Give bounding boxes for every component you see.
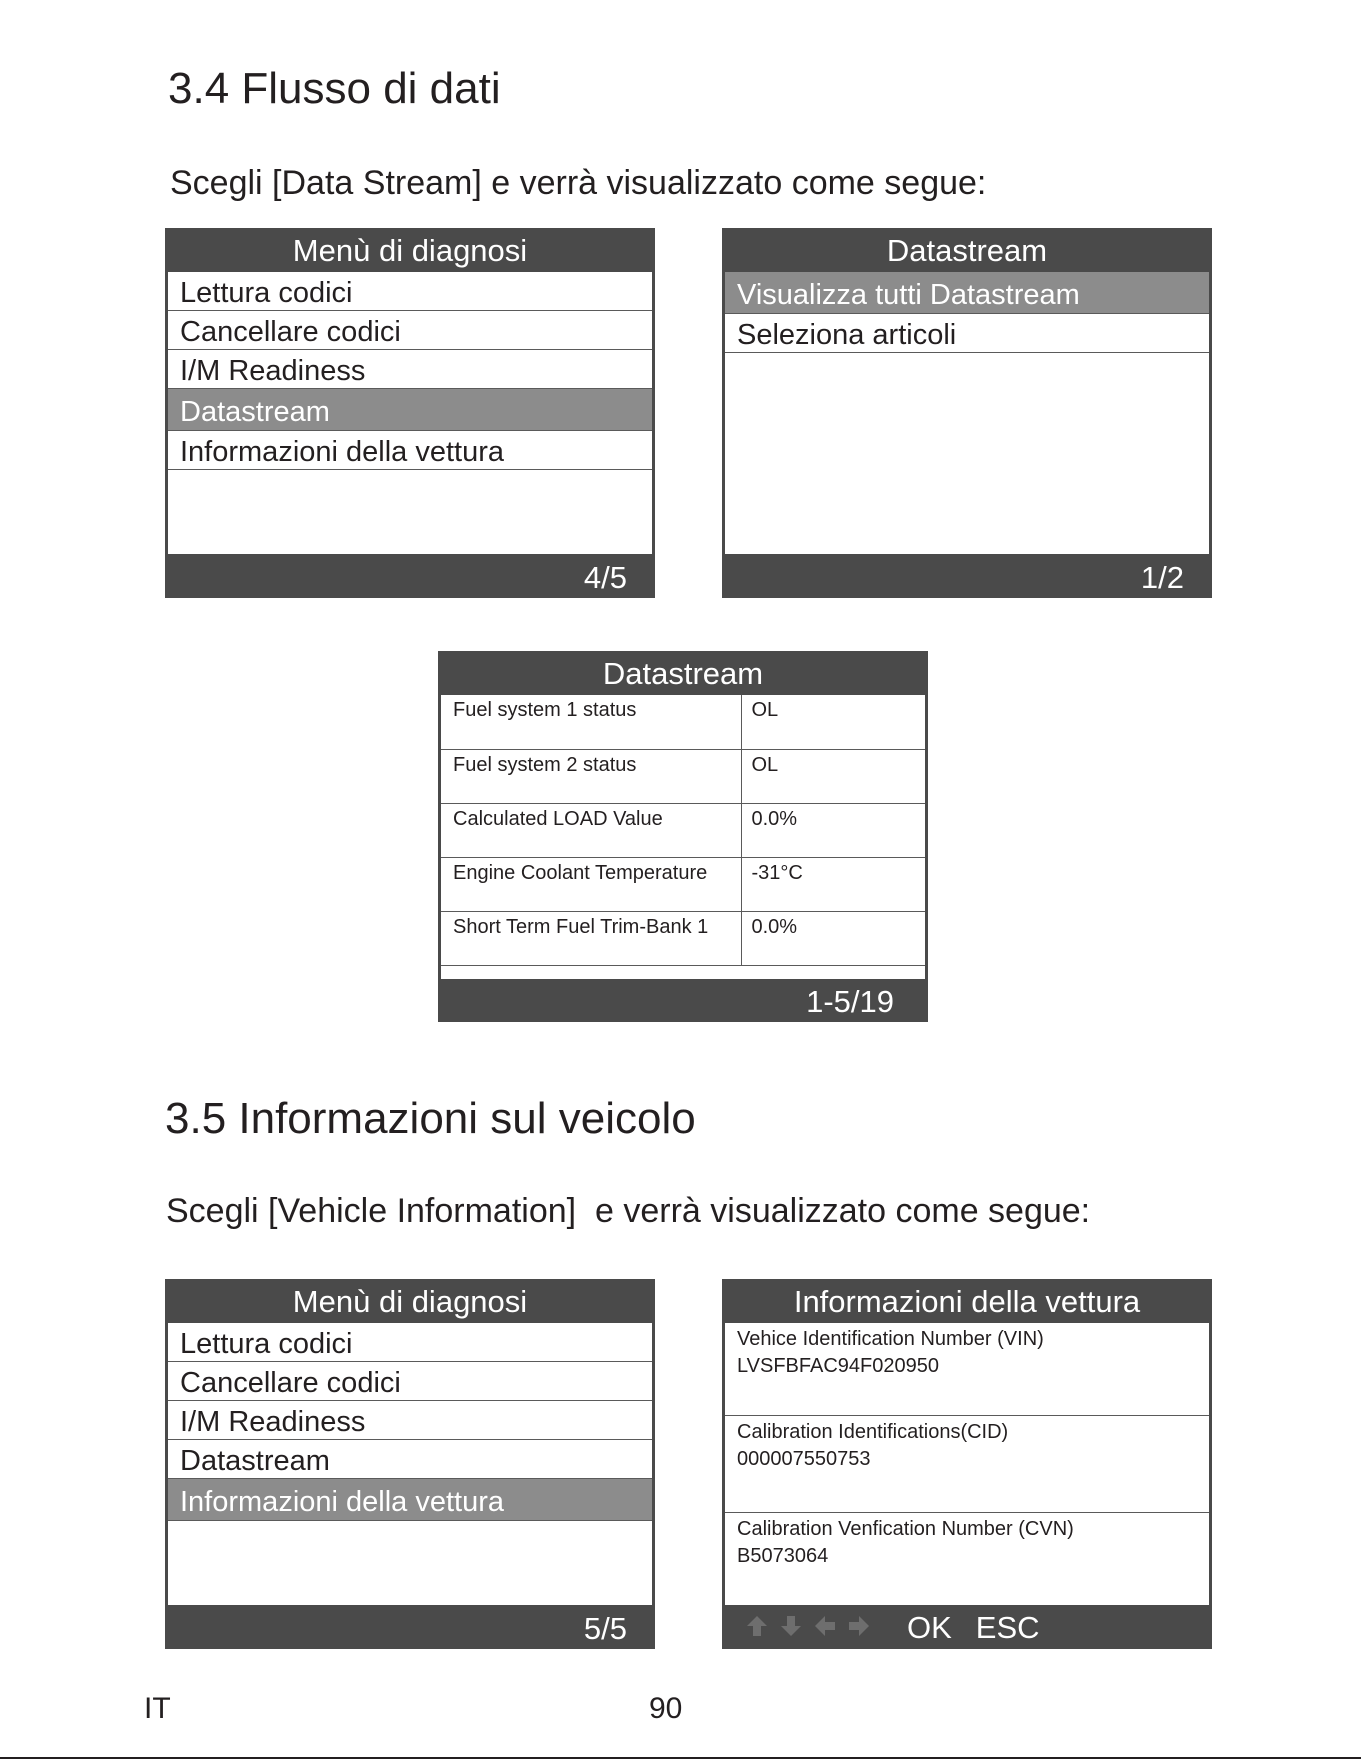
cid-value: 000007550753 [737,1448,871,1470]
table-row[interactable] [441,695,925,749]
parameter-value: 0.0% [741,803,925,857]
language-code: IT [144,1692,171,1725]
table-row[interactable] [441,857,925,911]
diagnostic-menu-screen [165,228,655,598]
datastream-table [441,695,925,979]
screen-footer [165,1605,655,1649]
cid-entry [725,1416,1209,1513]
vin-label: Vehice Identification Number (VIN) [737,1328,1044,1350]
section-intro-data-stream: Scegli [Data Stream] e verrà visualizzato come segue: [170,164,987,202]
screen-title: Menù di diagnosi [292,233,528,268]
vehicle-info-list [725,1323,1209,1605]
section-heading-vehicle-info: 3.5 Informazioni sul veicolo [165,1094,696,1143]
diagnostic-menu-screen [165,1279,655,1649]
screen-title: Informazioni della vettura [793,1284,1141,1319]
parameter-name: Fuel system 1 status [441,695,741,749]
parameter-value: OL [741,749,925,803]
page-indicator: 4/5 [583,560,627,595]
parameter-name: Short Term Fuel Trim-Bank 1 [441,911,741,965]
datastream-table-screen [438,651,928,1022]
menu-list [725,272,1209,554]
menu-item-vehicle-info[interactable]: Informazioni della vettura [168,1479,652,1521]
screen-footer [722,554,1212,598]
menu-item-datastream[interactable]: Datastream [168,1440,652,1479]
screen-footer [165,554,655,598]
arrow-left-icon[interactable] [812,1613,838,1639]
parameter-value: OL [741,695,925,749]
menu-list [168,272,652,554]
cvn-entry [725,1513,1209,1606]
menu-item-read-codes[interactable]: Lettura codici [168,1323,652,1362]
page-indicator: 5/5 [583,1611,627,1646]
menu-item-clear-codes[interactable]: Cancellare codici [168,311,652,350]
page-indicator: 1/2 [1140,560,1184,595]
parameter-value: -31°C [741,857,925,911]
menu-item-view-all-datastream[interactable]: Visualizza tutti Datastream [725,272,1209,314]
arrow-down-icon[interactable] [778,1613,804,1639]
vehicle-info-screen [722,1279,1212,1649]
arrow-up-icon[interactable] [744,1613,770,1639]
action-keys [907,1610,1040,1646]
page-indicator: 1-5/19 [806,984,894,1019]
ok-button[interactable]: OK [907,1610,952,1645]
cvn-label: Calibration Venfication Number (CVN) [737,1518,1074,1540]
datastream-menu-screen [722,228,1212,598]
cid-label: Calibration Identifications(CID) [737,1421,1009,1443]
arrow-right-icon[interactable] [846,1613,872,1639]
screen-title: Datastream [886,233,1048,268]
vin-value: LVSFBFAC94F020950 [737,1355,939,1377]
parameter-name: Calculated LOAD Value [441,803,741,857]
section-heading-data-stream: 3.4 Flusso di dati [168,64,501,113]
esc-button[interactable]: ESC [975,1610,1040,1645]
parameter-name: Fuel system 2 status [441,749,741,803]
table-row[interactable] [441,803,925,857]
table-row[interactable] [441,911,925,965]
menu-item-clear-codes[interactable]: Cancellare codici [168,1362,652,1401]
menu-item-im-readiness[interactable]: I/M Readiness [168,1401,652,1440]
screen-title: Menù di diagnosi [292,1284,528,1319]
screen-footer [438,979,928,1022]
table-row[interactable] [441,749,925,803]
page-number: 90 [649,1692,683,1725]
navigation-keys [744,1613,872,1639]
menu-item-im-readiness[interactable]: I/M Readiness [168,350,652,389]
menu-item-read-codes[interactable]: Lettura codici [168,272,652,311]
cvn-value: B5073064 [737,1545,829,1567]
section-intro-vehicle-info: Scegli [Vehicle Information] e verrà visualizzato come segue: [166,1192,1091,1230]
parameter-value: 0.0% [741,911,925,965]
menu-item-select-items[interactable]: Seleziona articoli [725,314,1209,353]
menu-item-datastream[interactable]: Datastream [168,389,652,431]
screen-footer [722,1605,1212,1649]
screen-title: Datastream [602,656,764,691]
vin-entry [725,1323,1209,1416]
bottom-rule [0,1757,1361,1759]
menu-item-vehicle-info[interactable]: Informazioni della vettura [168,431,652,470]
menu-list [168,1323,652,1605]
parameter-name: Engine Coolant Temperature [441,857,741,911]
